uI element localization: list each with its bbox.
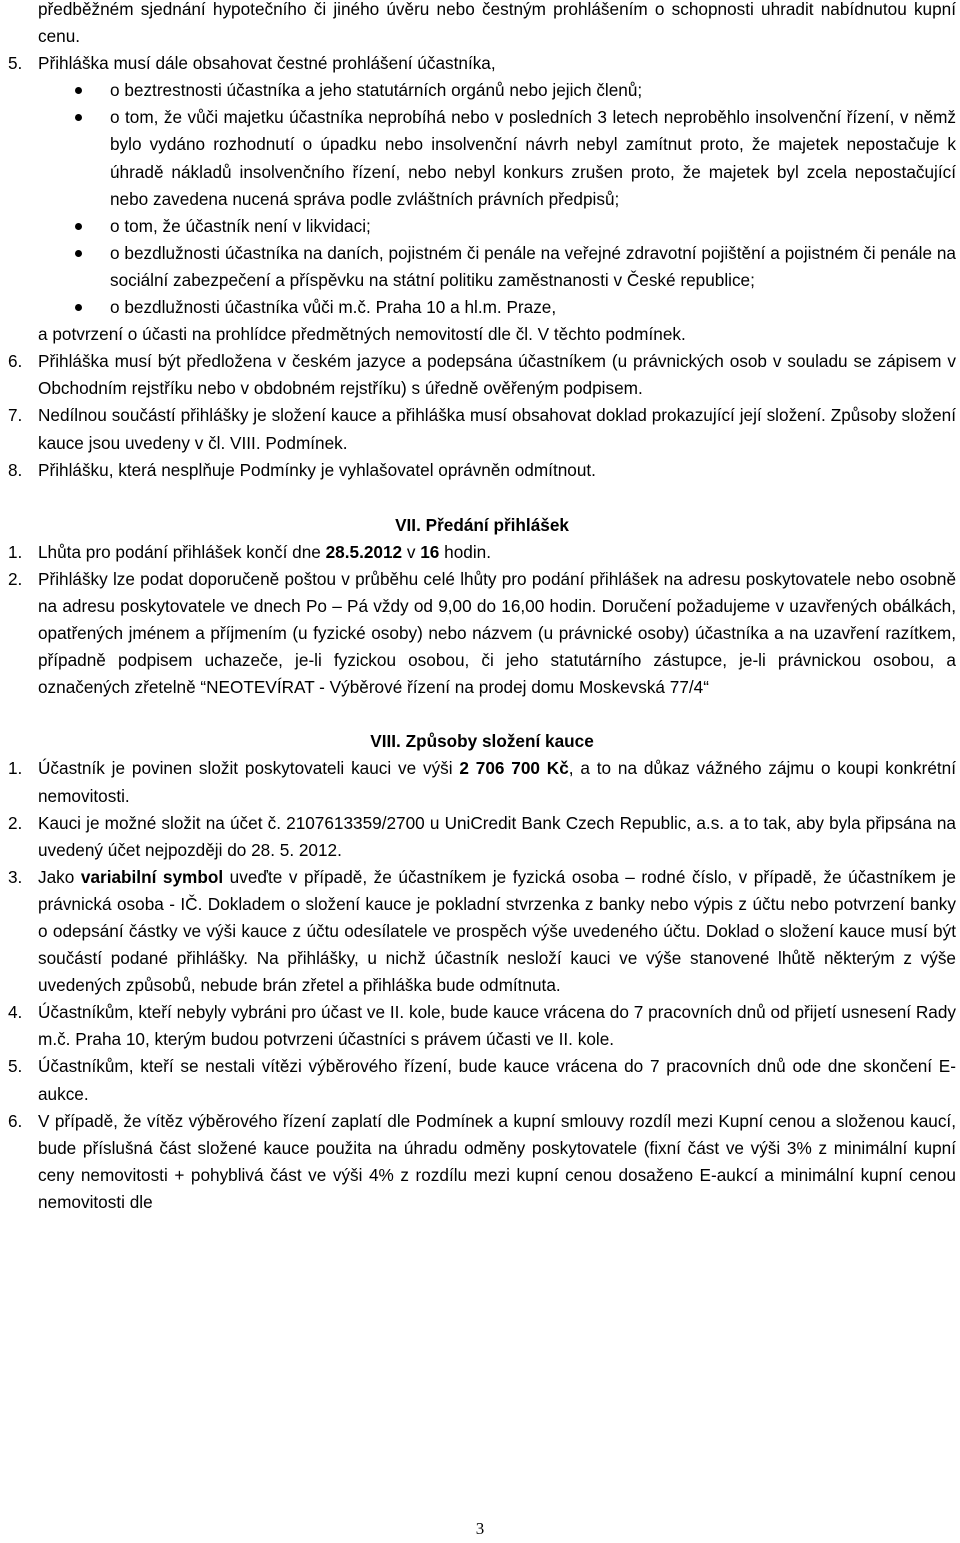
section-numeral: VIII. (370, 731, 401, 752)
list-item-5 (8, 50, 956, 77)
list-item-1 (8, 539, 956, 566)
intro-paragraph: předběžném sjednání hypotečního či jiného úvěru nebo čestným prohlášením o schopnosti uhradit nabídnutou kupní cenu. (38, 0, 956, 47)
item-text-pre: Lhůta pro podání přihlášek končí dne (38, 541, 326, 562)
item-text: V případě, že vítěz výběrového řízení zaplatí dle Podmínek a kupní smlouvy rozdíl mezi Kupní cenou a složenou kaucí, bude příslušná část složené kauce použita na úhradu odměny poskytovatele (fixní část ve výši 3% z minimální kupní ceny nemovitosti + pohyblivá část ve výši 4% z rozdílu mezi kupní cenou dosaženo E-aukcí a minimální kupní cenou nemovitosti dle (38, 1110, 956, 1212)
deadline-date: 28.5.2012 (325, 541, 403, 562)
item-number: 2. (8, 812, 23, 833)
bullet-item (8, 77, 956, 104)
item-text: Účastníkům, kteří nebyly vybráni pro účast ve II. kole, bude kauce vrácena do 7 pracovních dnů od přijetí usnesení Rady m.č. Praha 10, kterým budou potvrzeni účastníci s právem účasti ve II. kole. (38, 1002, 956, 1050)
list-item-3 (8, 864, 956, 999)
item-number: 5. (8, 1056, 23, 1077)
item-number: 7. (8, 405, 23, 426)
item-text: Přihlášky lze podat doporučeně poštou v průběhu celé lhůty pro podání přihlášek na adresu poskytovatele nebo osobně na adresu poskytovatele ve dnech Po – Pá vždy od 9,00 do 16,00 hodin. Doručení požadujeme v uzavřených obálkách, opatřených jménem a příjmením (u fyzické osoby) nebo názvem (u právnické osoby) účastníka a na uzavření razítkem, případně podpisem uchazeče, je-li fyzickou osobou, či jeho statutárního zástupce, je-li právnickou osobou, a označených zřetelně “NEOTEVÍRAT - Výběrové řízení na prodej domu Moskevská 77/4“ (38, 568, 956, 698)
item-text-pre: Účastník je povinen složit poskytovateli kauci ve výši (38, 758, 460, 779)
bullet-text: o beztrestnosti účastníka a jeho statutárních orgánů nebo jejich členů; (110, 80, 643, 101)
bullet-icon (75, 114, 82, 121)
section-title: Předání přihlášek (425, 514, 569, 535)
item-text: Přihláška musí dále obsahovat čestné prohlášení účastníka, (38, 53, 496, 74)
page-number: 3 (475, 1519, 485, 1538)
item-number: 8. (8, 459, 23, 480)
item-5-tail: a potvrzení o účasti na prohlídce předmětných nemovitostí dle čl. V těchto podmínek. (38, 324, 686, 345)
item-text-post: , a to na důkaz vážného zájmu o koupi konkrétní nemovitosti. (38, 758, 956, 806)
item-number: 2. (8, 568, 23, 589)
section-heading-viii (8, 728, 956, 755)
bullet-icon (75, 87, 82, 94)
item-text: Nedílnou součástí přihlášky je složení kauce a přihláška musí obsahovat doklad prokazující její složení. Způsoby složení kauce jsou uvedeny v čl. VIII. Podmínek. (38, 405, 956, 453)
item-text-post: uveďte v případě, že účastníkem je fyzická osoba – rodné číslo, v případě, že účastníkem je právnická osoba - IČ. Dokladem o složení kauce je pokladní stvrzenka z banky nebo výpis z účtu nebo potvrzení banky o odepsání částky ve výši kauce z účtu odesílatele ve prospěch výše uvedeného účtu. Doklad o složení kauce musí být součástí podané přihlášky. Na přihlášky, u nichž účastník nesloží kauci ve výše stanovené lhůtě některým z výše uvedených způsobů, nebude brán zřetel a přihláška bude odmítnuta. (38, 866, 956, 996)
bullet-icon (75, 250, 82, 257)
section-numeral: VII. (395, 514, 421, 535)
bullet-text: o tom, že účastník není v likvidaci; (110, 215, 371, 236)
bullet-text: o tom, že vůči majetku účastníka neprobíhá nebo v posledních 3 letech neproběhlo insolvenční řízení, v němž bylo vydáno rozhodnutí o úpadku nebo insolvenční návrh nebyl zamítnut proto, že majetek nepostačuje k úhradě nákladů insolvenčního řízení, nebo nebyl konkurs zrušen proto, že majetek byl zcela nepostačující nebo zavedena nucená správa podle zvláštních právních předpisů; (110, 107, 956, 209)
item-number: 6. (8, 351, 23, 372)
bullet-item (8, 104, 956, 212)
item-number: 1. (8, 541, 23, 562)
bullet-text: o bezdlužnosti účastníka na daních, pojistném či penále na veřejné zdravotní pojištění a pojistném či penále na sociální zabezpečení a příspěvku na státní politiku zaměstnanosti v České republice; (110, 242, 956, 290)
deposit-amount: 2 706 700 Kč (459, 758, 569, 779)
document-page (8, 0, 956, 1216)
bullet-item (8, 213, 956, 240)
list-item-7 (8, 402, 956, 456)
item-text: Přihlášku, která nesplňuje Podmínky je vyhlašovatel oprávněn odmítnout. (38, 459, 596, 480)
item-number: 6. (8, 1110, 23, 1131)
list-item-5 (8, 1053, 956, 1107)
bullet-text: o bezdlužnosti účastníka vůči m.č. Praha 10 a hl.m. Praze, (110, 297, 557, 318)
item-number: 5. (8, 53, 23, 74)
list-item-1 (8, 755, 956, 809)
item-text: Účastníkům, kteří se nestali vítězi výběrového řízení, bude kauce vrácena do 7 pracovních dnů ode dne skončení E-aukce. (38, 1056, 956, 1104)
list-item-8 (8, 457, 956, 484)
item-number: 4. (8, 1002, 23, 1023)
list-item-6 (8, 348, 956, 402)
list-item-2 (8, 566, 956, 701)
item-number: 3. (8, 866, 23, 887)
list-item-4 (8, 999, 956, 1053)
list-item-2 (8, 810, 956, 864)
bullet-item (8, 240, 956, 294)
section-title: Způsoby složení kauce (405, 731, 594, 752)
bullet-icon (75, 223, 82, 230)
bullet-item (8, 294, 956, 321)
section-heading-vii (8, 512, 956, 539)
item-text: Přihláška musí být předložena v českém jazyce a podepsána účastníkem (u právnických osob v souladu se zápisem v Obchodním rejstříku nebo v obdobném rejstříku) s úředně ověřeným podpisem. (38, 351, 956, 399)
item-text-post: hodin. (439, 541, 491, 562)
list-item-6 (8, 1108, 956, 1216)
item-text-pre: Jako (38, 866, 81, 887)
item-number: 1. (8, 758, 23, 779)
item-text-mid: v (402, 541, 421, 562)
variable-symbol-label: variabilní symbol (80, 866, 224, 887)
bullet-icon (75, 304, 82, 311)
deadline-hour: 16 (420, 541, 440, 562)
item-text: Kauci je možné složit na účet č. 2107613359/2700 u UniCredit Bank Czech Republic, a.s. a to tak, aby byla připsána na uvedený účet nejpozději do 28. 5. 2012. (38, 812, 956, 860)
